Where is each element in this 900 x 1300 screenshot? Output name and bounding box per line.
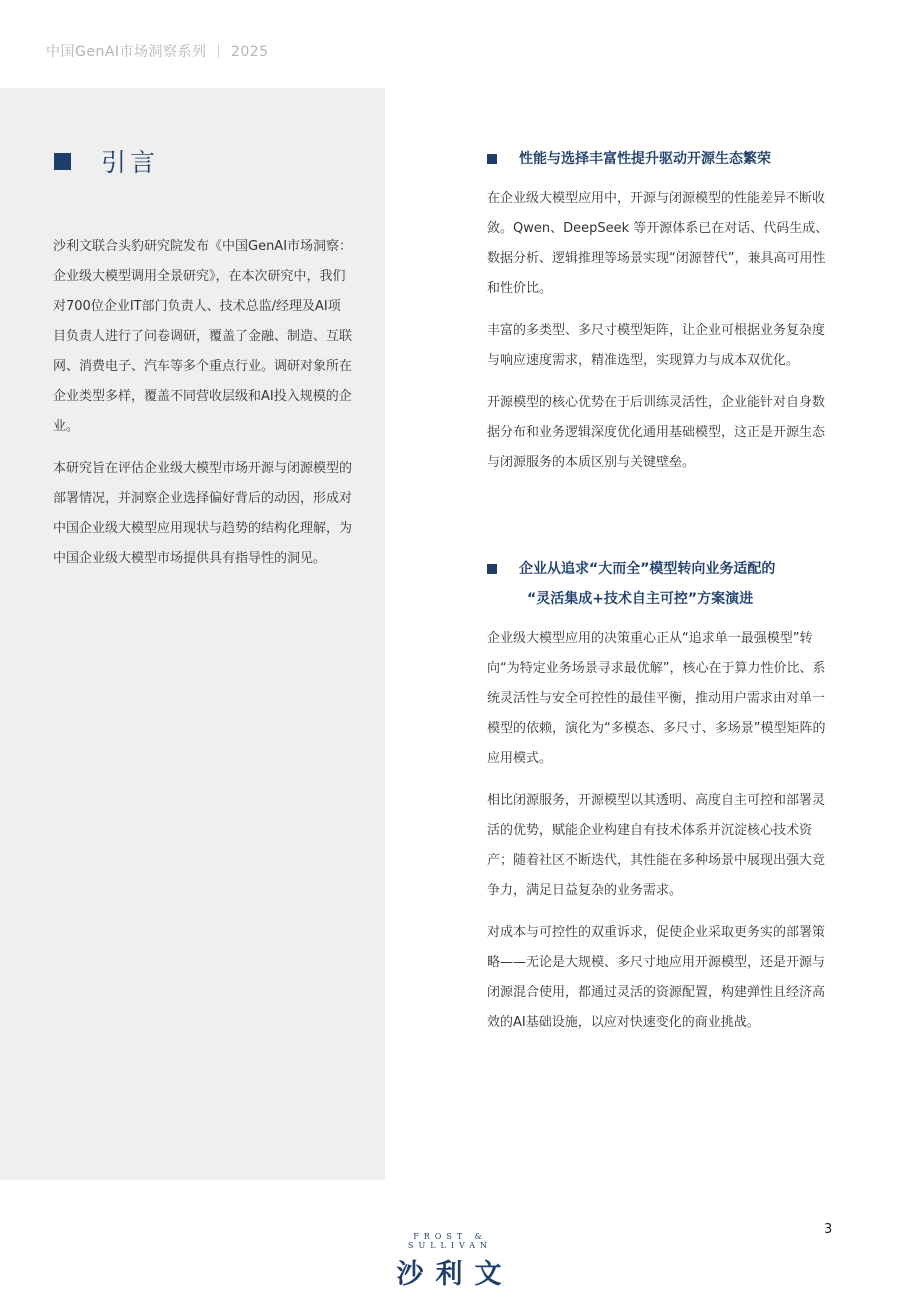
section-heading	[487, 554, 835, 614]
section-heading-line1: 企业从追求“大而全”模型转向业务适配的	[519, 561, 776, 577]
section-performance	[487, 144, 835, 490]
section-paragraph: 对成本与可控性的双重诉求，促使企业采取更务实的部署策略——无论是大规模、多尺寸地应用开源模型，还是开源与闭源混合使用，都通过灵活的资源配置，构建弹性且经济高效的AI基础设施，以应对快速变化的商业挑战。	[487, 925, 826, 1030]
intro-heading	[54, 143, 159, 179]
frost-sullivan-logo	[370, 1232, 530, 1291]
section-paragraph: 丰富的多类型、多尺寸模型矩阵，让企业可根据业务复杂度与响应速度需求，精准选型，实现算力与成本双优化。	[487, 323, 826, 368]
intro-title: 引言	[101, 148, 160, 177]
section-heading-line2: “灵活集成+技术自主可控”方案演进	[527, 591, 754, 607]
section-enterprise-shift	[487, 554, 835, 1050]
section-paragraph: 在企业级大模型应用中，开源与闭源模型的性能差异不断收敛。Qwen、DeepSeek 等开源体系已在对话、代码生成、数据分析、逻辑推理等场景实现“闭源替代”，兼具高可用性和性价比。	[487, 191, 829, 296]
running-header: 中国GenAI市场洞察系列 ｜ 2025	[46, 44, 269, 60]
logo-chinese: 沙利文	[396, 1259, 514, 1290]
logo-english: FROST & SULLIVAN	[407, 1232, 493, 1250]
intro-paragraph: 沙利文联合头豹研究院发布《中国GenAI市场洞察：企业级大模型调用全景研究》，在本次研究中，我们对700位企业IT部门负责人、技术总监/经理及AI项目负责人进行了问卷调研，覆盖了金融、制造、互联网、消费电子、汽车等多个重点行业。调研对象所在企业类型多样，覆盖不同营收层级和AI投入规模的企业。	[53, 239, 353, 434]
section-paragraph: 企业级大模型应用的决策重心正从“追求单一最强模型”转向“为特定业务场景寻求最优解”，核心在于算力性价比、系统灵活性与安全可控性的最佳平衡，推动用户需求由对单一模型的依赖，演化为“多模态、多尺寸、多场景”模型矩阵的应用模式。	[487, 631, 826, 766]
square-bullet-icon	[487, 154, 497, 164]
section-heading	[487, 144, 835, 174]
section-paragraph: 相比闭源服务，开源模型以其透明、高度自主可控和部署灵活的优势，赋能企业构建自有技术体系并沉淀核心技术资产；随着社区不断迭代，其性能在多种场景中展现出强大竞争力，满足日益复杂的业务需求。	[487, 793, 826, 898]
square-bullet-icon	[487, 564, 497, 574]
section-heading-text: 性能与选择丰富性提升驱动开源生态繁荣	[519, 151, 771, 167]
page-number: 3	[824, 1222, 833, 1237]
intro-body	[53, 232, 353, 586]
square-bullet-icon	[54, 153, 71, 170]
section-paragraph: 开源模型的核心优势在于后训练灵活性，企业能针对自身数据分布和业务逻辑深度优化通用基础模型，这正是开源生态与闭源服务的本质区别与关键壁垒。	[487, 395, 826, 470]
section-body	[487, 624, 835, 1038]
section-body	[487, 184, 835, 478]
intro-paragraph: 本研究旨在评估企业级大模型市场开源与闭源模型的部署情况，并洞察企业选择偏好背后的动因，形成对中国企业级大模型应用现状与趋势的结构化理解，为中国企业级大模型市场提供具有指导性的洞见。	[53, 461, 353, 566]
